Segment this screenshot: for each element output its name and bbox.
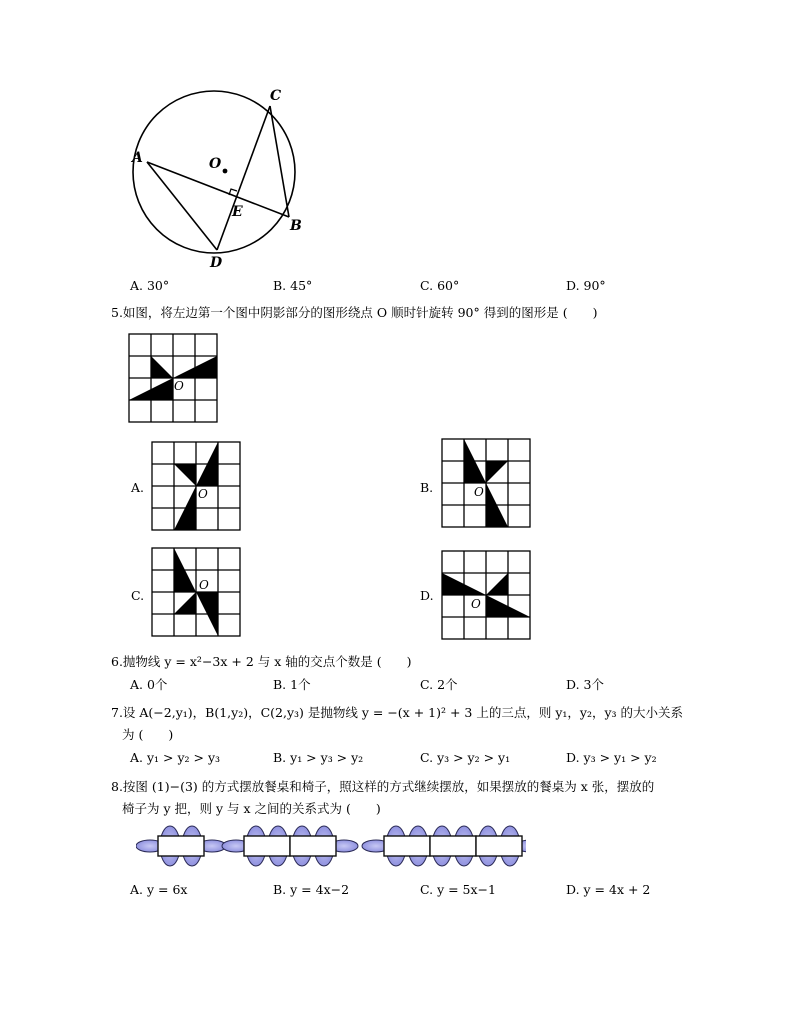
q6-option-d: D. 3个 [566,677,604,692]
q7-option-c: C. y₃ > y₂ > y₁ [420,750,511,765]
q5-option-b-grid [441,438,533,530]
q5-option-d-o: O [471,597,481,611]
label-O: O [209,156,222,172]
q4-option-c: C. 60° [420,278,460,293]
q5-center-label: O [174,379,184,393]
table [244,836,290,856]
table [158,836,204,856]
q4-option-d: D. 90° [566,278,606,293]
q7-option-d: D. y₃ > y₁ > y₂ [566,750,657,765]
q4-option-a: A. 30° [130,278,170,293]
table [476,836,522,856]
q5-option-a-grid [151,441,243,533]
q5-option-a-o: O [198,487,208,501]
q7-stem-line1: 7.设 A(−2,y₁)，B(1,y₂)，C(2,y₃) 是抛物线 y = −(x + 1)² + 3 上的三点，则 y₁，y₂，y₃ 的大小关系 [111,705,684,720]
q8-option-c: C. y = 5x−1 [420,882,496,897]
q4-option-b: B. 45° [273,278,313,293]
arrangement-3 [362,826,526,866]
q5-option-d-grid [441,550,533,642]
q8-tables-figure [136,822,526,872]
arrangement-1 [136,826,226,866]
q5-option-c-grid [151,547,243,639]
q7-option-b: B. y₁ > y₃ > y₂ [273,750,364,765]
q5-option-b-o: O [474,485,484,499]
q6-option-a: A. 0个 [130,677,168,692]
q4-circle-figure [128,80,318,270]
q6-option-c: C. 2个 [420,677,458,692]
label-C: C [270,88,282,104]
q5-option-b-letter: B. [420,480,434,495]
label-E: E [232,204,243,220]
q5-option-c-letter: C. [131,588,145,603]
label-B: B [290,218,302,234]
q8-stem-line1: 8.按图 (1)−(3) 的方式摆放餐桌和椅子，照这样的方式继续摆放，如果摆放的餐桌为 x 张，摆放的 [111,779,655,794]
q8-option-a: A. y = 6x [130,882,188,897]
q5-option-a-letter: A. [131,480,145,495]
q6-stem: 6.抛物线 y = x²−3x + 2 与 x 轴的交点个数是 ( ) [111,654,412,669]
table [430,836,476,856]
q7-stem-line2: 为 ( ) [122,727,174,742]
q8-option-d: D. y = 4x + 2 [566,882,651,897]
q8-stem-line2: 椅子为 y 把，则 y 与 x 之间的关系式为 ( ) [122,801,381,816]
label-A: A [132,150,143,166]
label-D: D [210,255,223,270]
q8-option-b: B. y = 4x−2 [273,882,350,897]
q5-original-grid [128,333,220,425]
q5-stem: 5.如图，将左边第一个图中阴影部分的图形绕点 O 顺时针旋转 90° 得到的图形是 ( ) [111,305,598,320]
q6-option-b: B. 1个 [273,677,311,692]
arrangement-2 [222,826,358,866]
q5-option-d-letter: D. [420,588,434,603]
q7-option-a: A. y₁ > y₂ > y₃ [130,750,221,765]
q5-option-c-o: O [199,578,209,592]
table [384,836,430,856]
table [290,836,336,856]
